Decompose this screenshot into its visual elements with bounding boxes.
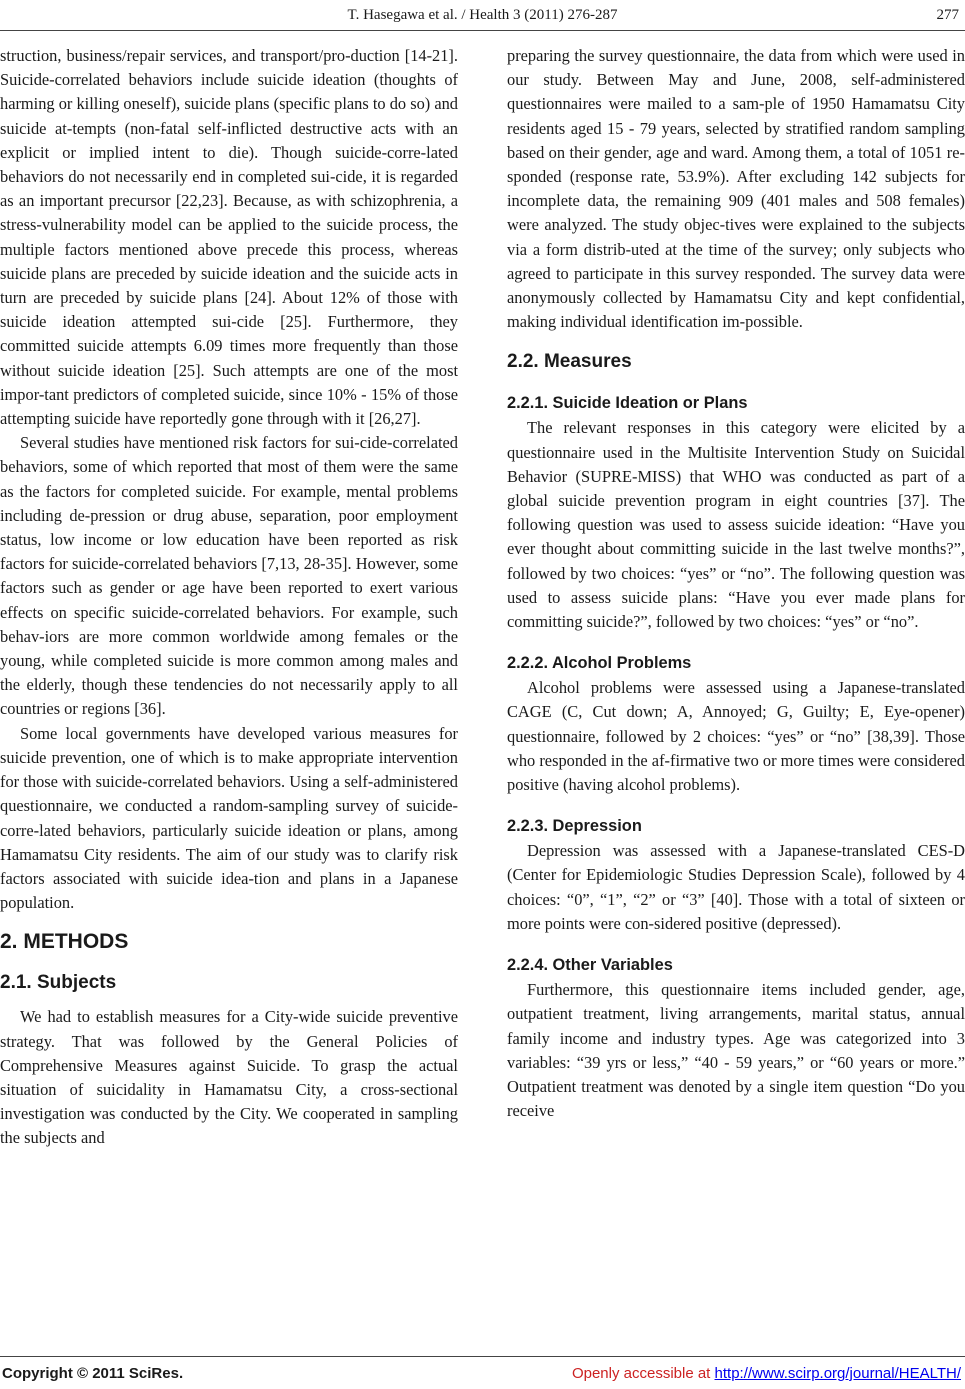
journal-link[interactable]: http://www.scirp.org/journal/HEALTH/ [714,1365,961,1382]
subsubsection-heading-depression: 2.2.3. Depression [507,817,642,836]
header-rule [0,30,965,31]
paragraph-aim: Some local governments have developed various measures for suicide prevention, one of which is to make appropriate intervention for those with suicide-correlated behaviors. Using a self-administered questionnaire, we conducted a random-sampling survey of suicide-corre-lated behaviors, particularly suicide ideation or plans, among Hamamatsu City residents. The aim of our study was to clarify risk factors associated with suicide idea-tion and plans in a Japanese population. [0,723,458,913]
subsubsection-heading-ideation: 2.2.1. Suicide Ideation or Plans [507,394,748,413]
subsection-heading-measures: 2.2. Measures [507,351,632,373]
page-footer [0,1360,965,1384]
paragraph-depression: Depression was assessed with a Japanese-translated CES-D (Center for Epidemiologic Studies Depression Scale), followed by 4 choices: “0”, “1”, “2” or “3” [40]. Those with a total of sixteen or more points were con-sidered positive (depressed). [507,841,965,933]
copyright-notice: Copyright © 2011 SciRes. [2,1365,184,1382]
subsubsection-heading-alcohol: 2.2.2. Alcohol Problems [507,654,692,673]
running-head: T. Hasegawa et al. / Health 3 (2011) 276-287 [347,7,618,23]
paragraph-subjects-continued: preparing the survey questionnaire, the data from which were used in our study. Between May and June, 2008, self-administered questionnaires were mailed to a sam-ple of 1950 Hamamatsu City residents aged 15 - 79 years, selected by stratified random sampling based on their gender, age and ward. Among them, a total of 1051 re-sponded (response rate, 53.9%). After excluding 142 subjects for incomplete data, the remaining 909 (401 males and 508 females) were analyzed. The study objec-tives were explained to the subjects via a form distrib-uted at the time of the survey; only subjects who agreed to participate in this survey responded. The survey data were anonymously collected by Hamamatsu City and kept confidential, making individual identification im-possible. [507,46,965,332]
paragraph-subjects: We had to establish measures for a City-wide suicide preventive strategy. That was followed by the General Policies of Comprehensive Measures against Suicide. To grasp the actual situation of suicidality in Hamamatsu City, a cross-sectional investigation was conducted by the City. We cooperated in sampling the subjects and [0,1007,458,1148]
paragraph-other-variables: Furthermore, this questionnaire items included gender, age, outpatient treatment, living arrangements, marital status, annual family income and industry types. Age was categorized into 3 variables: “39 yrs or less,” “40 - 59 years,” or “60 years or more.” Outpatient treatment was denoted by a single item question “Do you receive [507,980,965,1121]
subsection-heading-subjects: 2.1. Subjects [0,972,117,994]
page-number: 277 [936,7,959,23]
left-column [0,44,458,1151]
paragraph-ideation: The relevant responses in this category were elicited by a questionnaire used in the Multisite Intervention Study on Suicidal Behavior (SUPRE-MISS) that WHO was conducted as part of a global suicide prevention program in eight countries [37]. The following question was used to assess suicide ideation: “Have you ever thought about committing suicide in the last twelve months?”, followed by two choices: “yes” or “no”. The following question was used to assess suicide plans: “Have you ever made plans for committing suicide?”, followed by two choices: “yes” or “no”. [507,418,965,632]
open-access-label: Openly accessible at [571,1365,715,1382]
page-header [0,4,965,26]
paragraph-alcohol: Alcohol problems were assessed using a Japanese-translated CAGE (C, Cut down; A, Annoyed; G, Guilty; E, Eye-opener) questionnaire, followed by 2 choices: “yes” or “no” [38,39]. Those who responded in the af-firmative two or more times were considered positive (having alcohol problems). [507,678,965,795]
subsubsection-heading-other: 2.2.4. Other Variables [507,956,673,975]
section-heading-methods: 2. METHODS [0,930,129,954]
right-column [507,44,965,1123]
paragraph-intro-continued: struction, business/repair services, and transport/pro-duction [14-21]. Suicide-correlated behaviors include suicide ideation (thoughts of harming or killing oneself), suicide plans (specific plans to do so) and suicide at-tempts (non-fatal self-inflicted destructive acts with an explicit or implied intent to die). Though suicide-corre-lated behaviors do not necessarily end in completed sui-cide, it is regarded as an important precursor [22,23]. Because, as with schizophrenia, a stress-vulnerability model can be applied to the suicide process, the multiple factors mentioned above precede this process, whereas suicide plans are preceded by suicide ideation and the suicide acts in turn are preceded by suicide plans [24]. About 12% of those with suicide ideation attempted sui-cide [25]. Furthermore, they committed suicide attempts 6.09 times more frequently than those without suicide ideation [25]. Such attempts are one of the most impor-tant predictors of completed suicide, since 10% - 15% of those attempting suicide have reportedly gone through with it [26,27]. [0,46,458,429]
paragraph-risk-factors: Several studies have mentioned risk factors for sui-cide-correlated behaviors, some of which reported that most of them were the same as the factors for completed suicide. For example, mental problems including de-pression or drug abuse, separation, poor employment status, low income or low education have been reported as risk factors for suicide-correlated behaviors [7,13, 28-35]. However, some factors such as gender or age have been reported to exert various effects on specific suicide-correlated behaviors. For example, such behav-iors are more common worldwide among females or the young, while completed suicide is more common among males and the elderly, though these tendencies do not necessarily apply to all countries or regions [36]. [0,433,458,719]
footer-rule [0,1356,965,1357]
open-access-notice [572,1362,961,1386]
